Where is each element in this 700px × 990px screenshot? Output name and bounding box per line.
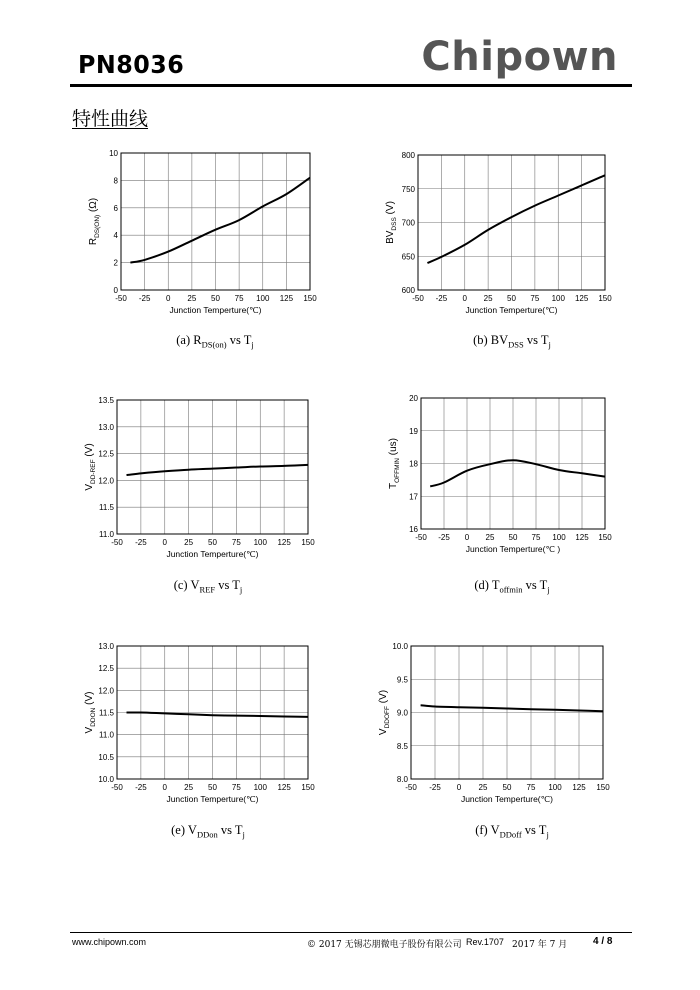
x-tick-label: 125 [574, 294, 589, 303]
x-tick-label: 125 [277, 783, 291, 792]
x-tick-label: 125 [279, 294, 294, 303]
x-axis-label: Junction Temperture(℃) [460, 794, 554, 804]
y-tick-label: 2 [113, 258, 118, 268]
y-axis-label [385, 201, 398, 244]
footer-revision: Rev.1707 [466, 937, 504, 947]
y-axis-label-unit: (Ω) [88, 197, 99, 215]
x-tick-label: 150 [303, 294, 317, 303]
x-tick-label: -25 [135, 783, 147, 792]
x-tick-label: 0 [166, 294, 171, 303]
x-tick-label: 150 [598, 533, 612, 542]
y-tick-label: 18 [409, 459, 418, 469]
x-tick-label: 50 [208, 538, 217, 547]
y-axis-label-main: T [388, 482, 399, 490]
y-tick-label: 650 [401, 252, 415, 262]
x-tick-label: 25 [184, 783, 194, 792]
y-axis-label-unit: (V) [378, 689, 389, 707]
y-tick-label: 11.5 [99, 708, 114, 718]
x-axis-label: Junction Temperture(℃) [166, 549, 259, 559]
x-tick-label: 125 [572, 783, 586, 792]
x-tick-label: 25 [485, 533, 495, 542]
footer-rule [70, 932, 632, 933]
x-tick-label: 0 [162, 783, 167, 792]
series-line [430, 460, 605, 486]
y-axis-label-sub: DD-REF [90, 459, 97, 484]
part-number: PN8036 [78, 50, 185, 79]
y-axis-label-sub: DDOFF [384, 706, 391, 729]
x-tick-label: -25 [435, 294, 448, 303]
x-tick-label: 75 [231, 538, 241, 547]
y-axis-label-unit: (us) [388, 437, 399, 458]
x-tick-label: 0 [462, 294, 467, 303]
x-tick-label: -50 [111, 783, 123, 792]
x-tick-label: -50 [415, 533, 427, 542]
y-tick-label: 16 [409, 525, 418, 534]
y-axis-label-unit: (V) [84, 443, 95, 460]
y-tick-label: 0 [113, 286, 118, 295]
x-tick-label: 50 [508, 533, 518, 542]
y-tick-label: 13.5 [98, 396, 114, 405]
x-tick-label: 75 [234, 294, 244, 303]
y-axis-label-main: BV [385, 230, 396, 244]
caption-e: (e) $V_{DDon}$ vs $T_j$ [171, 823, 245, 840]
y-tick-label: 8 [113, 176, 118, 186]
y-tick-label: 10.0 [392, 642, 408, 651]
y-tick-label: 800 [401, 151, 415, 160]
x-tick-label: 25 [184, 538, 194, 547]
x-tick-label: -25 [135, 538, 147, 547]
y-axis-label-sub: DSS [391, 217, 398, 231]
y-axis-label-unit: (V) [385, 201, 396, 218]
x-tick-label: 100 [253, 783, 267, 792]
y-axis-label [84, 692, 97, 734]
x-axis-label: Junction Temperture(℃) [169, 305, 262, 315]
x-tick-label: 0 [162, 538, 167, 547]
y-tick-label: 12.0 [98, 476, 114, 486]
x-tick-label: 75 [526, 783, 536, 792]
x-tick-label: -25 [438, 533, 450, 542]
y-axis-label-main: V [378, 728, 389, 736]
x-tick-label: -25 [138, 294, 151, 303]
caption-c: (c) $V_{REF}$ vs $T_j$ [173, 578, 243, 595]
y-axis-label [88, 198, 101, 245]
x-tick-label: 100 [548, 783, 562, 792]
y-tick-label: 750 [401, 184, 415, 194]
x-tick-label: 25 [478, 783, 488, 792]
y-axis-label-sub: DS(ON) [94, 214, 101, 238]
x-axis-label: Junction Temperture(℃) [166, 794, 259, 804]
x-tick-label: 150 [301, 783, 315, 792]
y-tick-label: 9.5 [396, 675, 408, 685]
y-tick-label: 11.0 [99, 730, 114, 740]
y-tick-label: 600 [401, 286, 415, 295]
y-tick-label: 6 [113, 203, 118, 213]
y-tick-label: 20 [409, 394, 418, 403]
x-tick-label: 75 [531, 533, 541, 542]
x-tick-label: 0 [464, 533, 470, 542]
caption-b: (b) $BV_{DSS}$ vs $T_j$ [473, 333, 551, 350]
y-tick-label: 11.5 [99, 503, 114, 513]
y-tick-label: 10.5 [98, 752, 114, 762]
y-tick-label: 8.0 [396, 775, 408, 784]
x-tick-label: 150 [301, 538, 315, 547]
x-tick-label: -50 [111, 538, 123, 547]
footer-date: 2017 年 7 月 [512, 940, 568, 950]
y-tick-label: 11.0 [99, 530, 114, 539]
brand-logo: Chipown [421, 34, 618, 80]
x-tick-label: 100 [552, 533, 566, 542]
series-line [130, 178, 310, 263]
x-tick-label: 50 [208, 783, 217, 792]
y-tick-label: 17 [409, 492, 418, 502]
series-line [127, 712, 309, 716]
y-tick-label: 13.0 [98, 422, 114, 432]
x-axis-label: Junction Temperture(℃ ) [465, 544, 561, 554]
x-tick-label: -50 [115, 294, 127, 303]
y-tick-label: 8.5 [396, 741, 408, 751]
footer-copyright: © 2017 无锡芯朋微电子股份有限公司 [307, 940, 462, 950]
y-tick-label: 13.0 [98, 642, 114, 651]
y-axis-label-main: V [84, 726, 95, 734]
chart-0 [88, 149, 317, 315]
y-axis-label-unit: (V) [84, 691, 95, 708]
x-axis-label: Junction Temperture(℃) [465, 305, 558, 315]
y-axis-label-sub: DDON [90, 707, 97, 727]
x-tick-label: 100 [256, 294, 270, 303]
y-axis-label-main: V [84, 484, 95, 491]
y-tick-label: 10 [109, 149, 118, 158]
x-tick-label: 0 [456, 783, 462, 792]
footer-page-number: 4 / 8 [593, 936, 613, 947]
y-tick-label: 700 [401, 218, 415, 228]
y-axis-label-main: R [88, 237, 99, 246]
series-line [127, 465, 309, 475]
x-tick-label: 75 [530, 294, 540, 303]
caption-d: (d) $T_{offmin}$ vs $T_j$ [474, 578, 550, 595]
y-tick-label: 12.0 [98, 686, 114, 696]
x-tick-label: 50 [507, 294, 516, 303]
y-tick-label: 9.0 [396, 708, 408, 718]
caption-a: (a) $R_{DS(on)}$ vs $T_j$ [176, 333, 254, 350]
x-tick-label: 75 [231, 783, 241, 792]
chart-2 [84, 396, 315, 559]
x-tick-label: 100 [551, 294, 565, 303]
x-tick-label: 50 [502, 783, 512, 792]
x-tick-label: 25 [483, 294, 493, 303]
y-axis-label [84, 443, 97, 490]
y-tick-label: 4 [113, 231, 118, 241]
y-tick-label: 10.0 [98, 775, 114, 784]
x-tick-label: 125 [277, 538, 291, 547]
caption-f: (f) $V_{DDoff}$ vs $T_j$ [475, 823, 549, 840]
chart-3 [388, 394, 612, 554]
x-tick-label: 25 [187, 294, 197, 303]
x-tick-label: 100 [253, 538, 267, 547]
x-tick-label: -50 [405, 783, 417, 792]
y-axis-label [378, 690, 391, 735]
chart-1 [385, 151, 612, 315]
y-axis-label-sub: OFFMIN [394, 457, 401, 483]
y-tick-label: 12.5 [98, 664, 114, 674]
section-title: 特性曲线 [72, 108, 149, 130]
x-tick-label: 150 [598, 294, 612, 303]
x-tick-label: -50 [412, 294, 424, 303]
y-tick-label: 19 [409, 426, 418, 436]
footer-website[interactable]: www.chipown.com [72, 937, 147, 947]
x-tick-label: 125 [575, 533, 589, 542]
x-tick-label: -25 [429, 783, 441, 792]
series-line [421, 705, 603, 711]
chart-4 [84, 642, 315, 804]
y-tick-label: 12.5 [98, 449, 114, 459]
chart-5 [378, 642, 610, 804]
x-tick-label: 150 [596, 783, 610, 792]
y-axis-label [388, 438, 401, 489]
x-tick-label: 50 [211, 294, 220, 303]
